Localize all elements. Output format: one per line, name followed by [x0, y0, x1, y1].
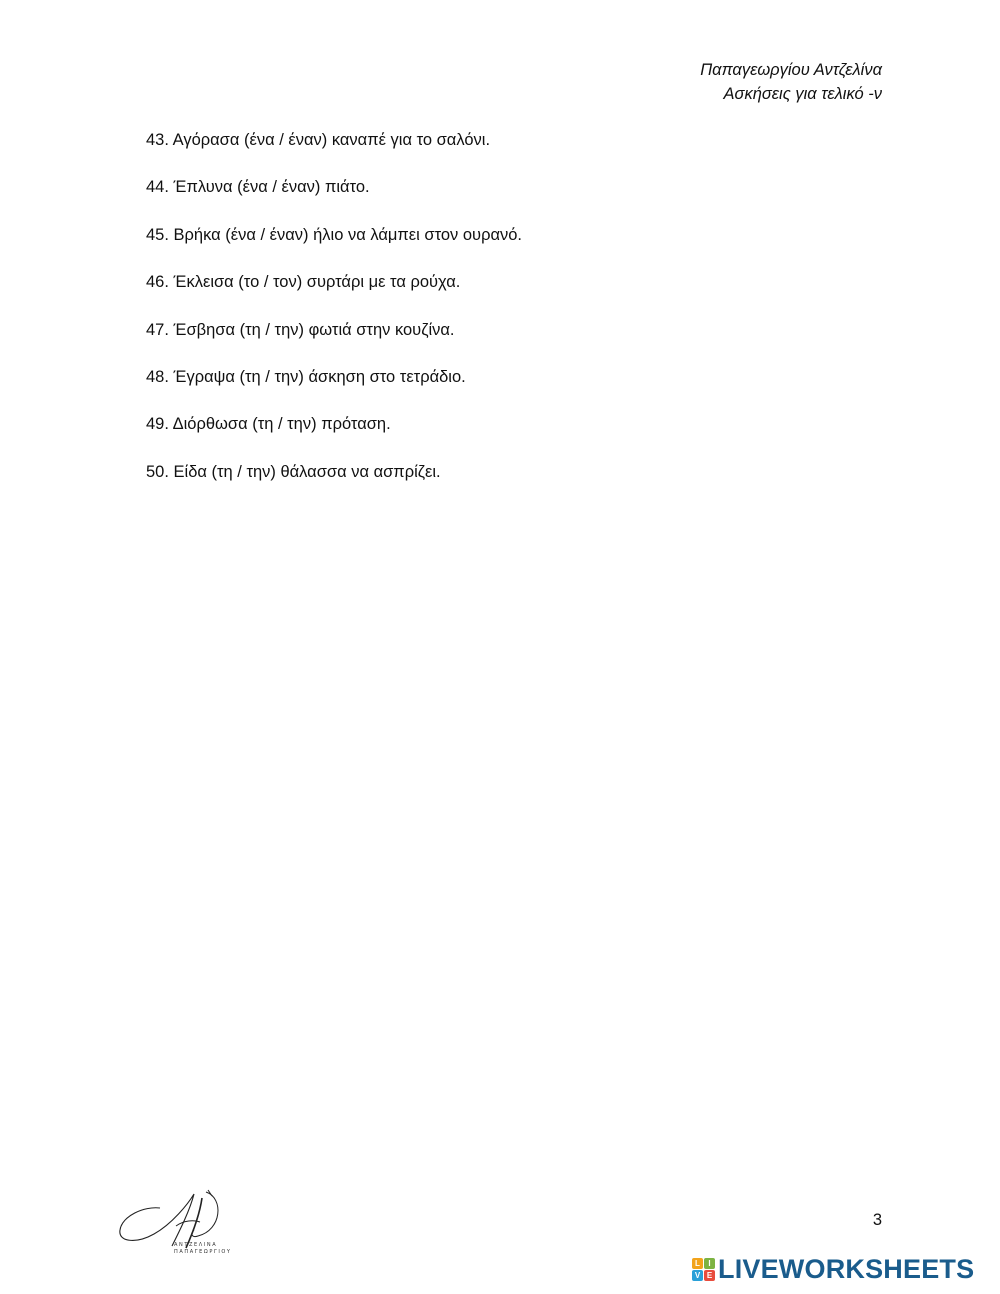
document-subtitle: Ασκήσεις για τελικό -ν [723, 85, 882, 103]
signature-logo [114, 1186, 249, 1258]
exercise-item: 46. Έκλεισα (το / τον) συρτάρι με τα ρούχα. [146, 273, 461, 292]
logo-tile-v: V [692, 1270, 703, 1281]
page-number: 3 [872, 1211, 882, 1229]
exercise-item: 45. Βρήκα (ένα / έναν) ήλιο να λάμπει στον ουρανό. [146, 225, 523, 244]
author-name: Παπαγεωργίου Αντζελίνα [700, 61, 882, 79]
document-header [700, 58, 882, 106]
exercise-item: 48. Έγραψα (τη / την) άσκηση στο τετράδιο. [146, 367, 466, 386]
logo-tile-e: E [704, 1270, 715, 1281]
exercise-list [146, 128, 522, 507]
liveworksheets-logo-icon [692, 1258, 715, 1281]
exercise-item: 43. Αγόρασα (ένα / έναν) καναπέ για το σαλόνι. [146, 131, 491, 149]
logo-tile-i: I [704, 1258, 715, 1269]
liveworksheets-brand[interactable] [692, 1253, 974, 1285]
exercise-item: 49. Διόρθωσα (τη / την) πρόταση. [146, 415, 391, 434]
exercise-item: 47. Έσβησα (τη / την) φωτιά στην κουζίνα. [146, 320, 455, 339]
svg-text:ΠΑΠΑΓΕΩΡΓΙΟΥ: ΠΑΠΑΓΕΩΡΓΙΟΥ [174, 1249, 232, 1255]
exercise-item: 44. Έπλυνα (ένα / έναν) πιάτο. [146, 178, 370, 197]
liveworksheets-wordmark: LIVEWORKSHEETS [718, 1254, 975, 1284]
exercise-item: 50. Είδα (τη / την) θάλασσα να ασπρίζει. [146, 462, 441, 481]
signature-logo-icon [114, 1186, 249, 1258]
svg-text:ΑΝΤΖΕΛΙΝΑ: ΑΝΤΖΕΛΙΝΑ [174, 1242, 218, 1248]
logo-tile-l: L [692, 1258, 703, 1269]
